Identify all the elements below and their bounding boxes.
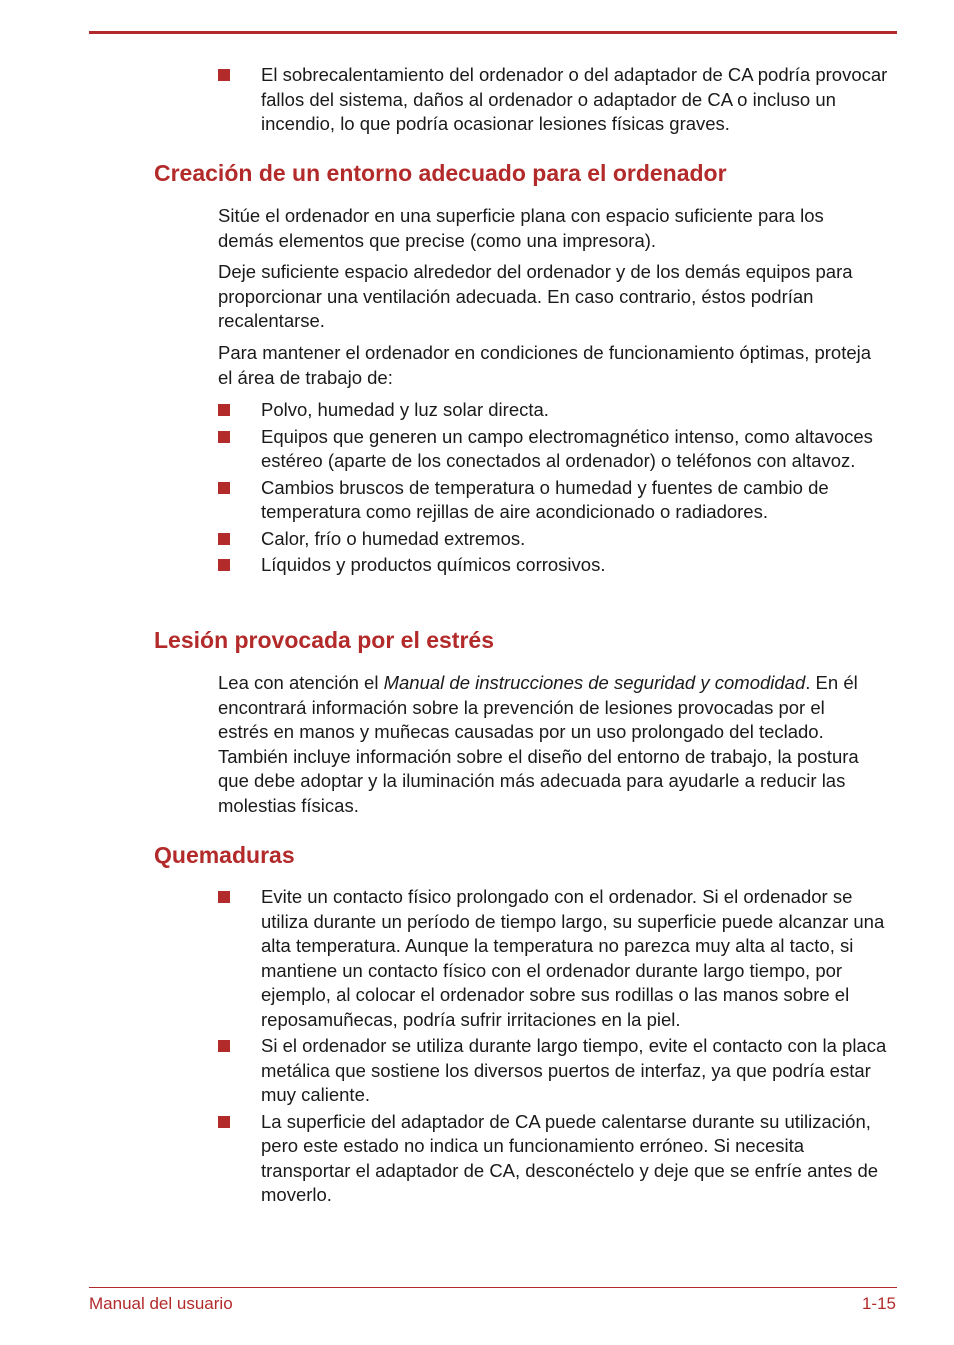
- list-item: [0, 1110, 896, 1208]
- paragraph-suffix: . En él encontrará información sobre la prevención de lesiones provocadas por el estrés en manos y muñecas causadas por un uso prolongado del teclado. También incluye información sobre el diseño del entorno de trabajo, la postura que debe adoptar y la iluminación más adecuada para ayudarle a reducir las molestias físicas.: [218, 672, 859, 816]
- list-item-text: El sobrecalentamiento del ordenador o del adaptador de CA podría provocar fallos del sistema, daños al ordenador o adaptador de CA o incluso un incendio, lo que podría ocasionar lesiones físicas graves.: [261, 64, 888, 134]
- square-bullet-icon: [218, 431, 230, 443]
- list-item: [0, 425, 896, 474]
- section-heading-quemaduras: Quemaduras: [154, 842, 295, 868]
- square-bullet-icon: [218, 69, 230, 81]
- square-bullet-icon: [218, 891, 230, 903]
- square-bullet-icon: [218, 1116, 230, 1128]
- list-item: [0, 476, 896, 525]
- section-heading-estres: Lesión provocada por el estrés: [154, 627, 495, 653]
- list-item-text: Evite un contacto físico prolongado con el ordenador. Si el ordenador se utiliza durante un período de tiempo largo, su superficie puede alcanzar una alta temperatura. Aunque la temperatura no parezca muy alta al tacto, si mantiene un contacto físico con el ordenador durante largo tiempo, por ejemplo, al colocar el ordenador sobre sus rodillas o las manos sobre el reposamuñecas, podría sufrir irritaciones en la piel.: [261, 886, 885, 1030]
- list-item-text: Calor, frío o humedad extremos.: [261, 527, 526, 549]
- list-item: [0, 1034, 896, 1108]
- protect-bullet-list: [0, 398, 896, 580]
- square-bullet-icon: [218, 1040, 230, 1052]
- list-item-text: Cambios bruscos de temperatura o humedad y fuentes de cambio de temperatura como rejillas de aire acondicionado o radiadores.: [261, 476, 829, 522]
- list-item-text: Líquidos y productos químicos corrosivos.: [261, 554, 606, 575]
- paragraph-prefix: Lea con atención el: [218, 672, 384, 693]
- burns-bullet-list: [0, 885, 896, 1210]
- square-bullet-icon: [218, 559, 230, 571]
- square-bullet-icon: [218, 404, 230, 416]
- paragraph: Deje suficiente espacio alrededor del ordenador y de los demás equipos para proporcionar una ventilación adecuada. En caso contrario, éstos podrían recalentarse.: [218, 261, 853, 331]
- manual-title-reference: Manual de instrucciones de seguridad y comodidad: [383, 672, 806, 693]
- header-rule: [89, 31, 897, 34]
- list-item-text: Polvo, humedad y luz solar directa.: [261, 399, 549, 420]
- list-item: [0, 553, 896, 578]
- page-number: 1-15: [861, 1294, 896, 1313]
- list-item-text: Equipos que generen un campo electromagnético intenso, como altavoces estéreo (aparte de los conectados al ordenador) o teléfonos con altavoz.: [261, 425, 873, 471]
- paragraph-estres: [0, 671, 878, 818]
- list-item: [0, 63, 896, 137]
- section-heading-entorno: Creación de un entorno adecuado para el ordenador: [154, 160, 727, 186]
- list-item: [0, 398, 896, 423]
- intro-bullet-list: [0, 63, 896, 139]
- paragraph: Sitúe el ordenador en una superficie plana con espacio suficiente para los demás elementos que precise (como una impresora).: [218, 205, 824, 251]
- list-item-text: La superficie del adaptador de CA puede calentarse durante su utilización, pero este estado no indica un funcionamiento erróneo. Si necesita transportar el adaptador de CA, desconéctelo y deje que se enfríe antes de moverlo.: [261, 1110, 879, 1205]
- list-item-text: Si el ordenador se utiliza durante largo tiempo, evite el contacto con la placa metálica que sostiene los diversos puertos de interfaz, ya que podría estar muy caliente.: [261, 1035, 887, 1105]
- paragraph: Para mantener el ordenador en condiciones de funcionamiento óptimas, proteja el área de trabajo de:: [218, 342, 872, 388]
- square-bullet-icon: [218, 533, 230, 545]
- footer-manual-title: Manual del usuario: [89, 1294, 233, 1313]
- list-item: [0, 885, 896, 1032]
- list-item: [0, 527, 896, 552]
- footer-rule: [89, 1287, 897, 1288]
- square-bullet-icon: [218, 482, 230, 494]
